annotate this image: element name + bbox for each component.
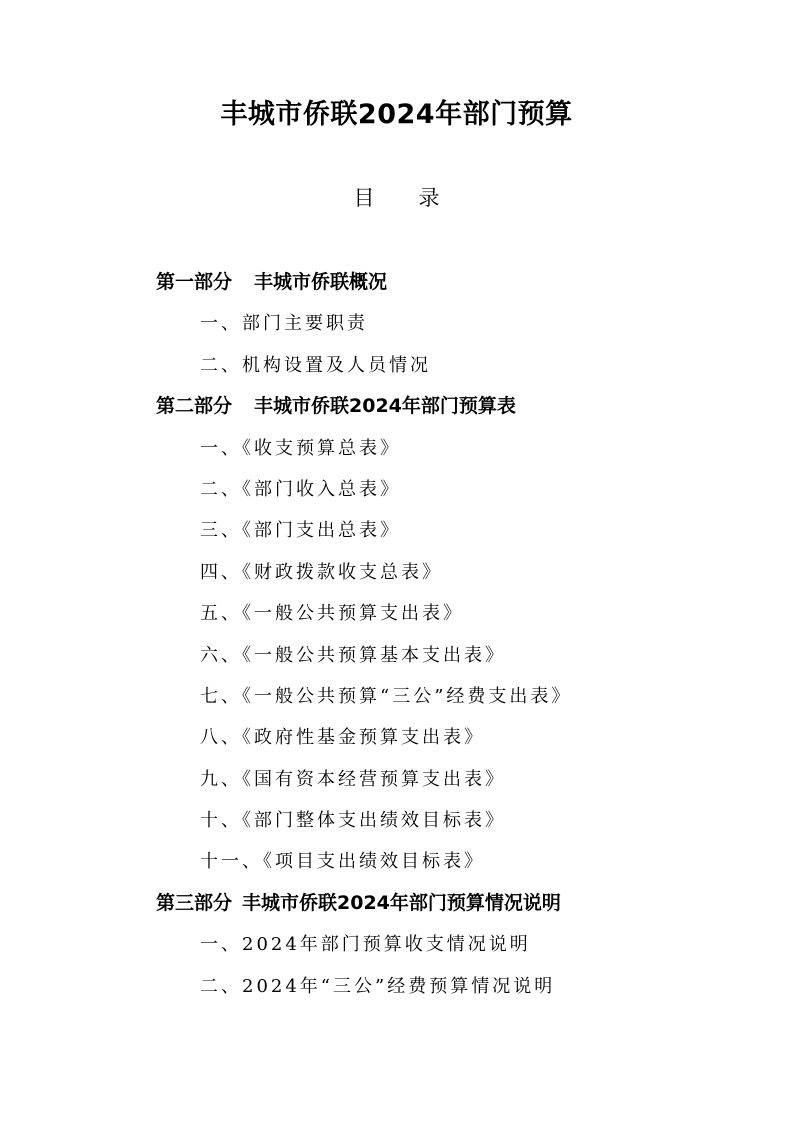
part-number: 第一部分 (156, 271, 233, 293)
part-number: 第二部分 (156, 395, 233, 418)
toc-item: 七、《一般公共预算“三公”经费支出表》 (200, 685, 573, 707)
toc-item: 六、《一般公共预算基本支出表》 (200, 644, 506, 666)
toc-part-2 (0, 386, 793, 427)
part-title: 丰城市侨联概况 (254, 271, 388, 293)
page-title: 丰城市侨联2024年部门预算 (220, 99, 573, 130)
toc-item: 一、2024年部门预算收支情况说明 (200, 934, 531, 956)
part-number: 第三部分 (156, 891, 233, 914)
toc-item: 十一、《项目支出绩效目标表》 (200, 851, 485, 873)
part-title: 丰城市侨联2024年部门预算表 (254, 395, 516, 418)
toc-item: 二、机构设置及人员情况 (200, 354, 431, 376)
part-title: 丰城市侨联2024年部门预算情况说明 (242, 891, 561, 914)
toc-part-3 (0, 883, 793, 924)
toc-item: 五、《一般公共预算支出表》 (200, 603, 464, 625)
toc-item: 一、部门主要职责 (200, 313, 368, 335)
toc-heading-char-1: 目 (353, 186, 375, 210)
toc-heading-char-2: 录 (418, 186, 440, 210)
table-of-contents (0, 262, 793, 1007)
toc-heading (0, 181, 793, 215)
toc-item: 一、《收支预算总表》 (200, 437, 401, 459)
toc-item: 二、2024年“三公”经费预算情况说明 (200, 975, 556, 997)
toc-item: 四、《财政拨款收支总表》 (200, 561, 443, 583)
toc-item: 十、《部门整体支出绩效目标表》 (200, 810, 506, 832)
toc-item: 二、《部门收入总表》 (200, 478, 401, 500)
toc-part-1 (0, 262, 793, 303)
toc-item: 九、《国有资本经营预算支出表》 (200, 768, 506, 790)
toc-item: 三、《部门支出总表》 (200, 520, 401, 542)
toc-item: 八、《政府性基金预算支出表》 (200, 727, 485, 749)
